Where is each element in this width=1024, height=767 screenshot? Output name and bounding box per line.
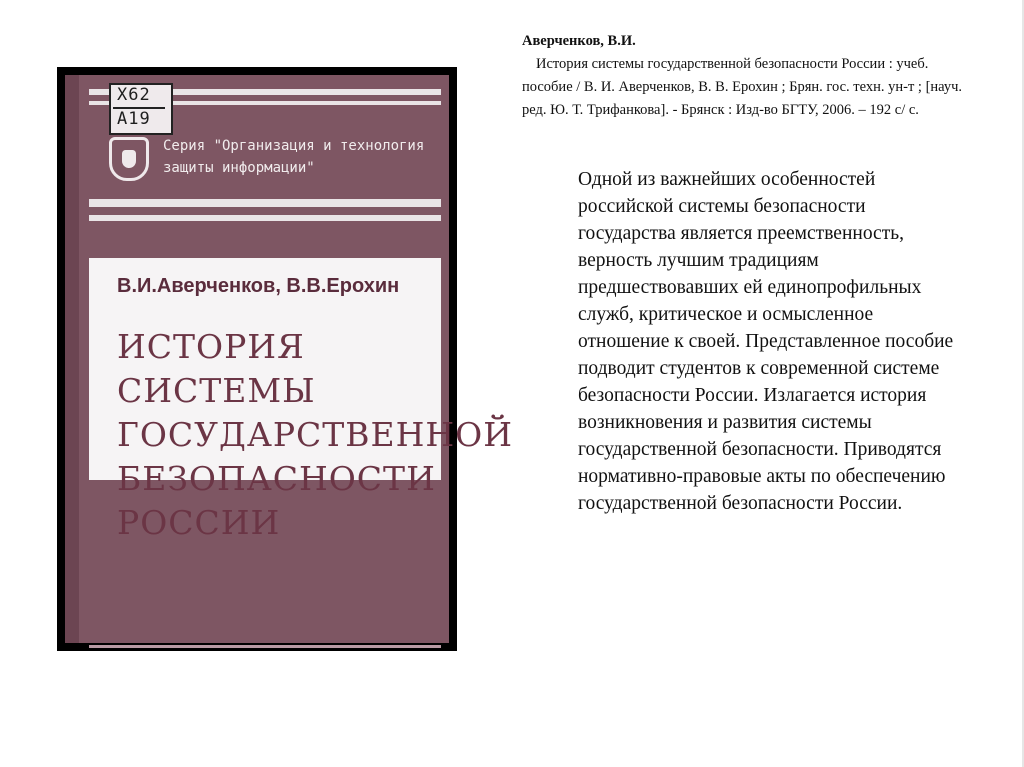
shield-icon	[109, 137, 149, 181]
series-line-2: защиты информации"	[163, 160, 315, 176]
record-description: История системы государственной безопасности России : учеб. пособие / В. И. Аверченков, В. В. Ерохин ; Брян. гос. техн. ун-т ; [науч. ред. Ю. Т. Трифанкова]. - Брянск : Изд-во БГТУ, 2006. – 192 с/ с.	[522, 56, 963, 118]
bibliographic-record	[522, 30, 972, 122]
book-cover-image	[57, 67, 514, 651]
book-abstract: Одной из важнейших особенностей российской системы безопасности государства является преемственность, верность лучшим традициям предшествовавших ей единопрофильных служб, критическое и осмысленное отношение к своей. Представленное пособие подводит студентов к современной системе безопасности России. Излагается история возникновения и развития системы государственной безопасности. Приводятся нормативно-правовые акты по обеспечению государственной безопасности России.	[578, 169, 954, 514]
cover-title	[117, 325, 514, 545]
cover-stripe	[89, 645, 441, 648]
cover-stripe	[89, 215, 441, 221]
cover-authors: В.И.Аверченков, В.В.Ерохин	[117, 275, 400, 297]
stamp-author-mark: A19	[117, 109, 151, 129]
stamp-classification: X62	[117, 85, 151, 105]
cover-spine-edge	[65, 75, 79, 643]
shield-core	[122, 150, 136, 168]
library-stamp	[109, 83, 179, 141]
book-cover	[65, 75, 514, 643]
series-line-1: Серия "Организация и технология	[163, 138, 425, 154]
record-author: Аверченков, В.И.	[522, 33, 636, 49]
cover-series	[163, 135, 453, 179]
cover-stripe	[89, 199, 441, 207]
cover-title-line-1: ИСТОРИЯ СИСТЕМЫ	[117, 327, 316, 410]
cover-title-line-3: БЕЗОПАСНОСТИ РОССИИ	[117, 459, 436, 542]
cover-title-line-2: ГОСУДАРСТВЕННОЙ	[117, 415, 514, 454]
